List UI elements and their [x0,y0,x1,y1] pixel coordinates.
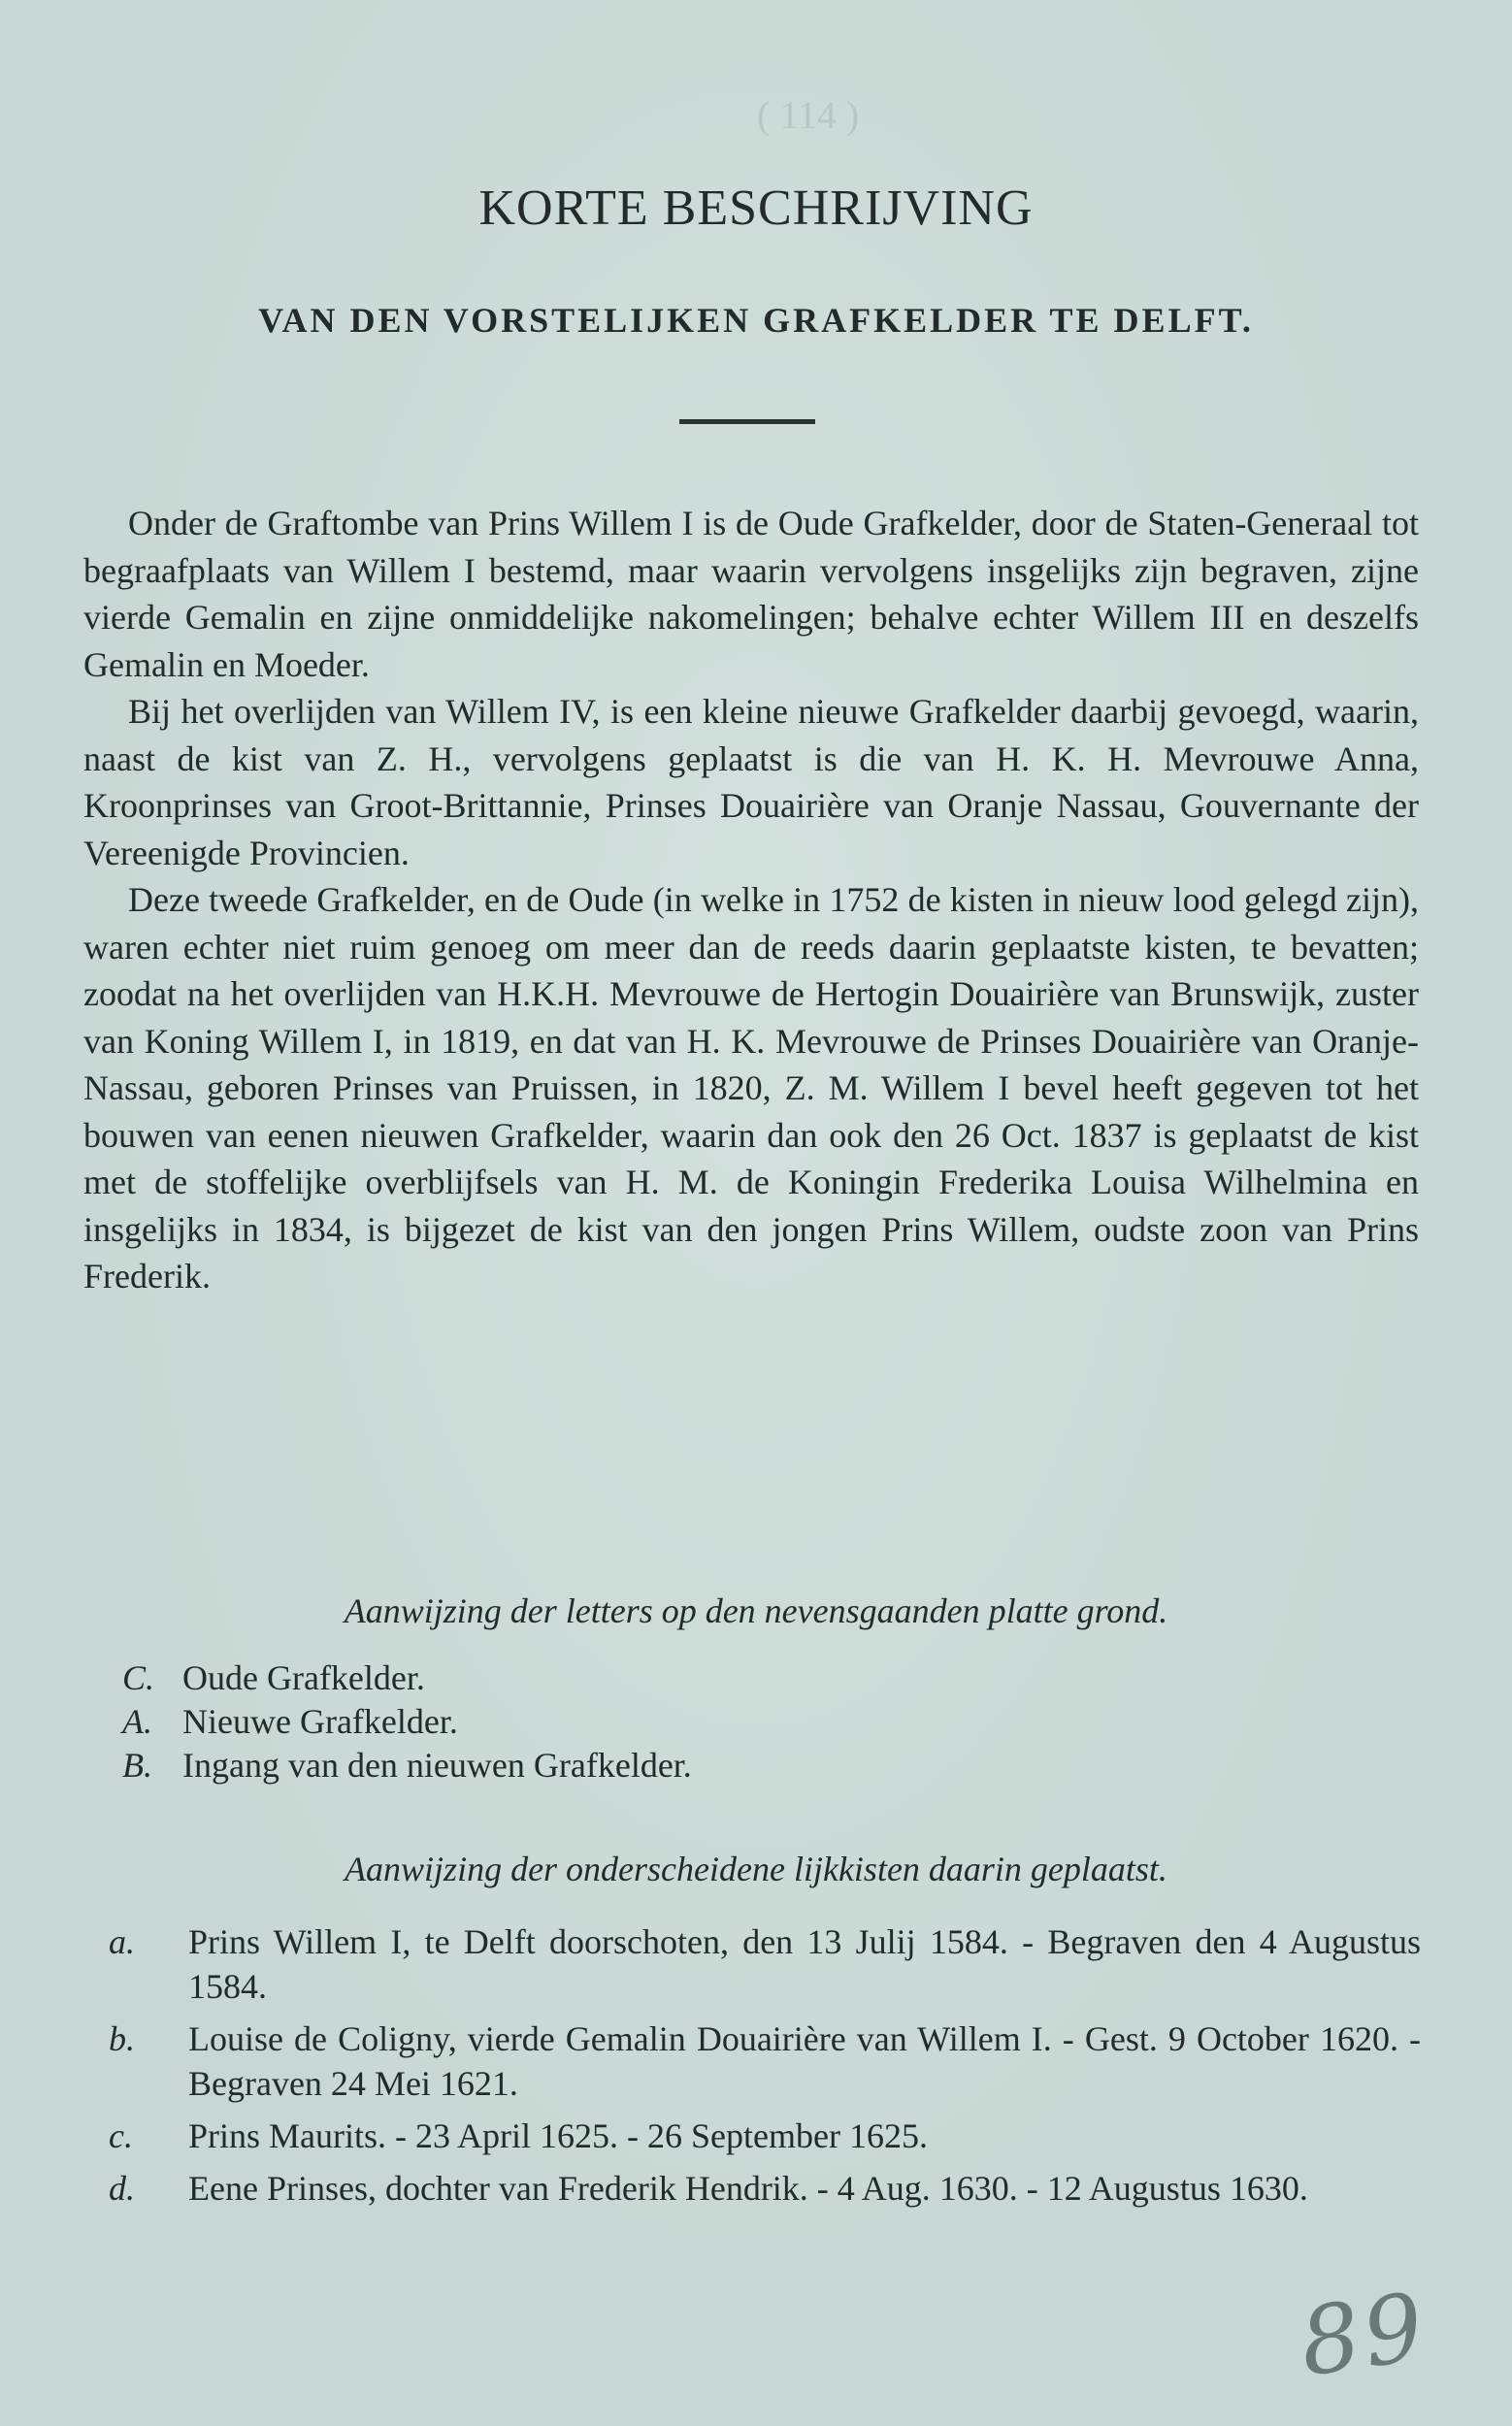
paragraph-2: Bij het overlijden van Willem IV, is een kleine nieuwe Grafkelder daarbij gevoegd, waarin, naast de kist van Z. H., vervolgens geplaatst is die van H. K. H. Mevrouwe Anna, Kroonprinses van Groot-Brittannie, Prinses Douairière van Oranje Nassau, Gouvernante der Vereenigde Provincien. [83,692,1419,872]
coffin-item [109,1919,1421,2009]
legend-list [122,1656,692,1787]
legend-item [122,1744,692,1787]
coffin-item [109,2114,1421,2158]
legend-letter: B. [122,1746,152,1785]
document-title: KORTE BESCHRIJVING [478,180,1034,236]
legend-letter: C. [122,1658,155,1697]
coffin-letter: b. [109,2019,135,2058]
legend-letter: A. [122,1702,152,1741]
paragraph-1: Onder de Graftombe van Prins Willem I is de Oude Grafkelder, door de Staten-Generaal tot begraafplaats van Willem I bestemd, maar waarin vervolgens insgelijks zijn begraven, zijne vierde Gemalin en zijne onmiddelijke nakomelingen; behalve echter Willem III en deszelfs Gemalin en Moeder. [83,504,1419,684]
legend-item [122,1656,692,1700]
coffins-list [109,1919,1421,2218]
body-text [83,500,1419,1300]
legend-heading: Aanwijzing der letters op den nevensgaanden platte grond. [344,1591,1168,1630]
handwritten-page-number: 89 [1293,2272,1434,2398]
coffin-item [109,2166,1421,2211]
show-through-page-number: ( 114 ) [757,93,860,137]
paragraph-3: Deze tweede Grafkelder, en de Oude (in welke in 1752 de kisten in nieuw lood gelegd zijn), waren echter niet ruim genoeg om meer dan de reeds daarin geplaatste kisten, te bevatten; zoodat na het overlijden van H.K.H. Mevrouwe de Hertogin Douairière van Brunswijk, zuster van Koning Willem I, in 1819, en dat van H. K. Mevrouwe de Prinses Douairière van Oranje-Nassau, geboren Prinses van Pruissen, in 1820, Z. M. Willem I bevel heeft gegeven tot het bouwen van eenen nieuwen Grafkelder, waarin dan ook den 26 Oct. 1837 is geplaatst de kist met de stoffelijke overblijfsels van H. M. de Koningin Frederika Louisa Wilhelmina en insgelijks in 1834, is bijgezet de kist van den jongen Prins Willem, oudste zoon van Prins Frederik. [83,880,1419,1295]
coffin-text: Prins Maurits. - 23 April 1625. - 26 September 1625. [188,2116,928,2155]
coffin-item [109,2016,1421,2106]
document-subtitle: VAN DEN VORSTELIJKEN GRAFKELDER TE DELFT. [258,301,1254,340]
coffin-text: Eene Prinses, dochter van Frederik Hendrik. - 4 Aug. 1630. - 12 Augustus 1630. [188,2169,1308,2208]
legend-text: Ingang van den nieuwen Grafkelder. [182,1746,692,1785]
coffins-heading: Aanwijzing der onderscheidene lijkkisten daarin geplaatst. [345,1850,1167,1888]
legend-text: Nieuwe Grafkelder. [182,1702,458,1741]
coffin-text: Prins Willem I, te Delft doorschoten, den 13 Julij 1584. - Begraven den 4 Augustus 1584. [188,1922,1421,2006]
legend-text: Oude Grafkelder. [182,1658,425,1697]
coffin-text: Louise de Coligny, vierde Gemalin Douairière van Willem I. - Gest. 9 October 1620. - Begraven 24 Mei 1621. [188,2019,1421,2103]
coffin-letter: d. [109,2169,135,2208]
legend-item [122,1700,692,1744]
coffin-letter: c. [109,2116,133,2155]
title-divider [679,419,815,424]
coffin-letter: a. [109,1922,135,1961]
